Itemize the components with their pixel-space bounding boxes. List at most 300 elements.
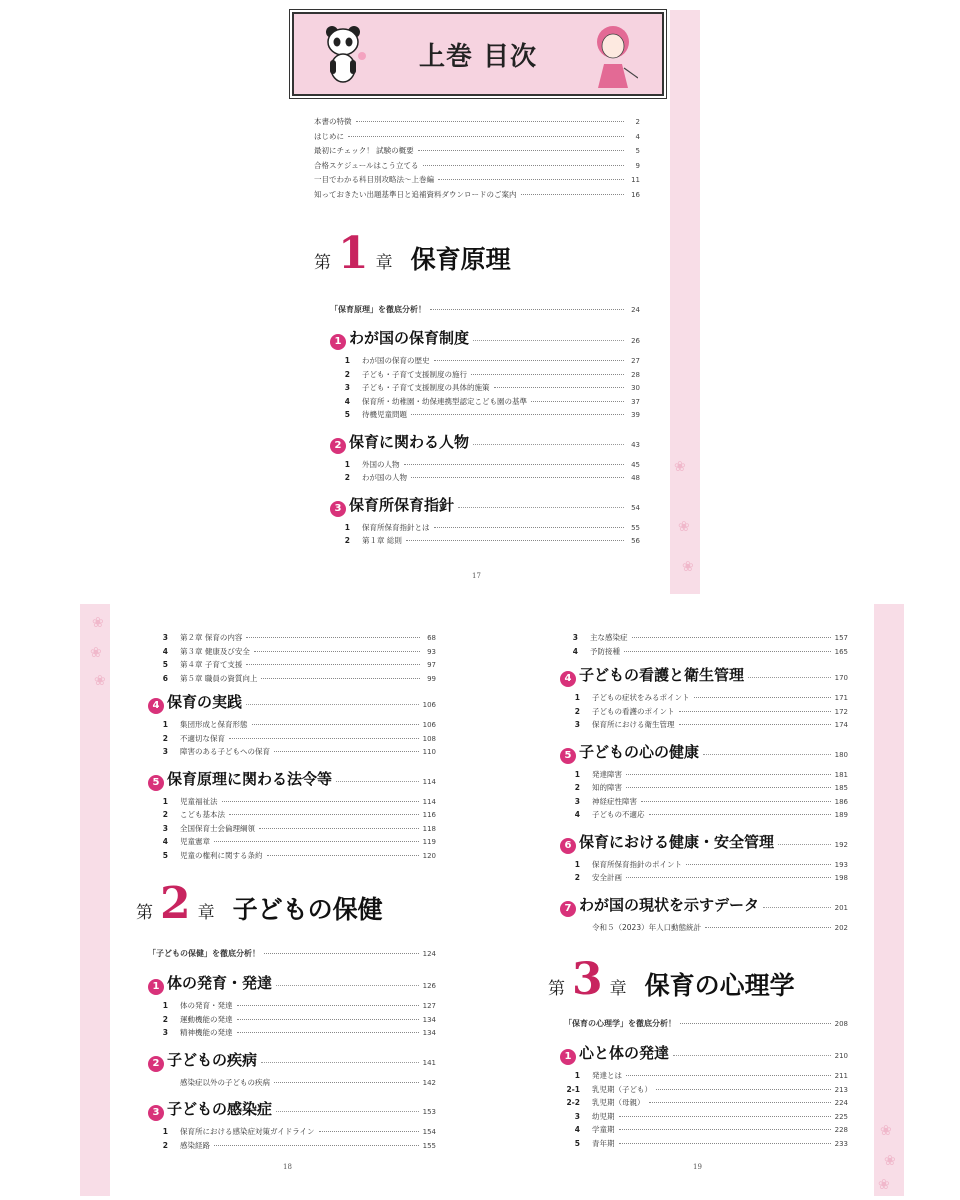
item-label: 発達とは <box>592 1071 622 1080</box>
dot-leader <box>679 724 831 725</box>
page-ref: 16 <box>631 190 640 199</box>
dot-leader <box>778 844 831 845</box>
dot-leader <box>680 1023 831 1024</box>
item-label: 知的障害 <box>592 783 622 792</box>
item-number: 3 <box>162 747 168 756</box>
section-heading <box>560 741 848 763</box>
page-ref: 171 <box>834 694 848 702</box>
dot-leader <box>261 1062 419 1063</box>
dot-leader <box>222 801 419 802</box>
toc-item <box>150 836 436 847</box>
chapter-analysis-link <box>564 1018 848 1029</box>
petal-decoration: ❀ <box>880 1123 892 1139</box>
dot-leader <box>748 677 831 678</box>
page-ref: 142 <box>422 1078 436 1087</box>
toc-item <box>150 796 436 807</box>
chapter-number: 2 <box>160 878 191 929</box>
page-ref: 54 <box>631 503 640 512</box>
toc-item <box>150 1126 436 1137</box>
chapter-heading-ch2 <box>136 878 383 929</box>
page-ref: 181 <box>834 770 848 779</box>
petal-decoration: ❀ <box>92 615 104 631</box>
toc-item <box>562 1124 848 1135</box>
page-ref: 108 <box>422 734 436 743</box>
section-number-badge: 7 <box>560 901 576 917</box>
item-number: 4 <box>572 646 578 656</box>
front-matter-item <box>314 131 640 142</box>
dot-leader <box>686 864 831 865</box>
page-ref: 9 <box>635 161 640 170</box>
item-label: 「子どもの保健」を徹底分析！ <box>148 949 260 958</box>
chapter-number: 1 <box>338 228 369 279</box>
section-number-badge: 3 <box>148 1105 164 1121</box>
toc-item <box>562 1111 848 1122</box>
section-number-badge: 1 <box>560 1049 576 1065</box>
section-heading <box>560 894 848 916</box>
page-ref: 186 <box>834 797 848 806</box>
page-ref: 39 <box>631 411 640 419</box>
toc-item <box>562 769 848 780</box>
page-edge-band <box>670 10 700 594</box>
chapter-analysis-link <box>148 948 436 959</box>
item-label: 精神機能の発達 <box>180 1028 233 1037</box>
item-label: 保育所保育指針のポイント <box>592 859 682 869</box>
front-matter-item <box>314 174 640 185</box>
chapter-prefix: 第 <box>548 979 565 999</box>
page-ref: 155 <box>422 1141 436 1150</box>
chapter-suffix: 章 <box>609 979 627 999</box>
toc-item <box>150 673 436 684</box>
item-label: 令和５（2023）年人口動態統計 <box>592 922 702 932</box>
item-number: 1 <box>574 769 580 779</box>
petal-decoration: ❀ <box>94 673 106 689</box>
chapter-suffix: 章 <box>375 253 393 273</box>
item-label: はじめに <box>314 131 344 141</box>
toc-item <box>332 409 640 420</box>
page-ref: 30 <box>631 384 640 392</box>
page-ref: 116 <box>422 811 436 819</box>
dot-leader <box>254 651 420 652</box>
toc-item <box>150 823 436 834</box>
item-number: 3 <box>574 720 580 729</box>
chapter-number: 3 <box>572 954 603 1005</box>
page-ref: 114 <box>422 797 436 806</box>
toc-item <box>150 809 436 820</box>
item-label: 感染経路 <box>180 1140 210 1150</box>
dot-leader <box>430 309 624 310</box>
page-ref: 192 <box>834 840 848 849</box>
dot-leader <box>229 814 419 815</box>
page-ref: 201 <box>834 903 848 912</box>
page-ref: 233 <box>834 1139 848 1148</box>
section-heading <box>148 972 436 994</box>
dot-leader <box>703 754 831 755</box>
dot-leader <box>434 360 625 361</box>
item-label: 運動機能の発達 <box>180 1014 233 1024</box>
page-ref: 118 <box>422 824 436 833</box>
item-label: 障害のある子どもへの保育 <box>180 747 270 756</box>
chapter-prefix: 第 <box>314 253 331 273</box>
dot-leader <box>319 1131 419 1132</box>
chapter-heading-ch1 <box>314 228 511 279</box>
item-number: 1 <box>574 859 580 869</box>
toc-item <box>562 1097 848 1108</box>
dot-leader <box>274 751 419 752</box>
dot-leader <box>246 704 419 705</box>
section-title: 保育における健康・安全管理 <box>579 832 775 851</box>
item-number: 2-1 <box>566 1084 580 1094</box>
toc-item <box>150 1000 436 1011</box>
dot-leader <box>411 477 624 478</box>
page-ref: 211 <box>834 1072 848 1080</box>
item-label: 子どもの症状をみるポイント <box>592 693 690 702</box>
dot-leader <box>276 985 419 986</box>
toc-item <box>562 796 848 807</box>
toc-item <box>562 922 848 933</box>
item-number: 2 <box>344 536 350 545</box>
petal-decoration: ❀ <box>678 519 690 535</box>
page-ref: 185 <box>834 784 848 792</box>
section-heading <box>148 1098 436 1120</box>
item-label: 乳児期（母親） <box>592 1098 645 1107</box>
dot-leader <box>252 724 419 725</box>
dot-leader <box>434 527 625 528</box>
item-number: 3 <box>574 1111 580 1121</box>
item-label: 乳児期（子ども） <box>592 1084 652 1094</box>
petal-decoration: ❀ <box>682 559 694 575</box>
item-number: 1 <box>574 693 580 702</box>
toc-item <box>332 355 640 366</box>
toc-item <box>150 1077 436 1088</box>
section-title: 保育原理に関わる法令等 <box>167 769 333 788</box>
item-label: 子ども・子育て支援制度の具体的施策 <box>362 383 490 392</box>
toc-item <box>560 646 848 657</box>
item-number: 5 <box>574 1138 580 1148</box>
dot-leader <box>679 711 831 712</box>
page-ref: 174 <box>834 721 848 729</box>
section-title: 体の発育・発達 <box>167 974 273 992</box>
dot-leader <box>624 651 831 652</box>
dot-leader <box>264 953 419 954</box>
item-label: 本書の特徴 <box>314 117 352 126</box>
chapter-title: 子どもの保健 <box>232 895 383 924</box>
item-number: 3 <box>162 1028 168 1037</box>
page-ref: 97 <box>427 661 436 669</box>
item-label: 安全計画 <box>592 873 622 882</box>
toc-item <box>562 782 848 793</box>
dot-leader <box>423 165 624 166</box>
item-label: わが国の人物 <box>362 473 407 482</box>
section-number-badge: 6 <box>560 838 576 854</box>
section-title: わが国の保育制度 <box>349 329 470 347</box>
page-ref: 99 <box>427 674 436 683</box>
page-ref: 106 <box>422 701 436 709</box>
item-label: 第４章 子育て支援 <box>180 660 243 669</box>
dot-leader <box>438 179 624 180</box>
item-number: 2 <box>574 706 580 716</box>
page-number-17: 17 <box>472 572 481 580</box>
item-label: 感染症以外の子どもの疾病 <box>180 1077 270 1087</box>
toc-item <box>150 719 436 730</box>
section-number-badge: 4 <box>148 698 164 714</box>
item-number: 2-2 <box>566 1098 580 1107</box>
page-ref: 202 <box>834 923 848 932</box>
page-edge-band <box>80 604 110 1196</box>
item-number: 4 <box>574 810 580 819</box>
section-heading <box>330 494 640 516</box>
item-number: 1 <box>162 720 168 729</box>
dot-leader <box>626 1075 831 1076</box>
page-edge-band <box>874 604 904 1196</box>
toc-item <box>332 459 640 470</box>
chapter-heading-ch3 <box>548 954 795 1005</box>
item-label: 子どもの不適応 <box>592 810 645 819</box>
item-number: 2 <box>574 873 580 882</box>
page-ref: 119 <box>422 838 436 846</box>
page-ref: 180 <box>834 750 848 759</box>
page-ref: 37 <box>631 397 640 406</box>
item-label: 集団形成と保育形態 <box>180 720 248 729</box>
dot-leader <box>229 738 419 739</box>
page-ref: 154 <box>422 1128 436 1136</box>
petal-decoration: ❀ <box>884 1153 896 1169</box>
dot-leader <box>649 814 831 815</box>
page-ref: 120 <box>422 851 436 860</box>
item-label: 保育所における衛生管理 <box>592 720 675 729</box>
section-heading <box>560 664 848 686</box>
chapter-prefix: 第 <box>136 903 153 923</box>
dot-leader <box>411 414 624 415</box>
section-number-badge: 5 <box>560 748 576 764</box>
dot-leader <box>267 855 419 856</box>
item-label: 幼児期 <box>592 1111 615 1121</box>
petal-decoration: ❀ <box>674 459 686 475</box>
item-label: 児童憲章 <box>180 837 210 846</box>
item-number: 5 <box>162 660 168 669</box>
dot-leader <box>237 1019 419 1020</box>
page-ref: 126 <box>422 982 436 990</box>
item-label: 第１章 総則 <box>362 536 402 545</box>
item-label: 最初にチェック！ 試験の概要 <box>314 146 414 155</box>
page-number-19: 19 <box>693 1163 702 1171</box>
page-ref: 45 <box>631 460 640 469</box>
page-ref: 134 <box>422 1029 436 1037</box>
page-ref: 43 <box>631 440 640 449</box>
item-number: 6 <box>162 673 168 683</box>
dot-leader <box>274 1082 419 1083</box>
dot-leader <box>626 774 831 775</box>
dot-leader <box>632 637 831 638</box>
page-ref: 124 <box>422 950 436 958</box>
section-number-badge: 1 <box>148 979 164 995</box>
page-ref: 134 <box>422 1015 436 1024</box>
page-ref: 4 <box>635 132 640 141</box>
section-number-badge: 1 <box>330 334 346 350</box>
toc-item <box>332 382 640 393</box>
toc-item <box>562 809 848 820</box>
toc-item <box>150 632 436 643</box>
toc-item <box>562 1084 848 1095</box>
front-matter-item <box>314 189 640 200</box>
dot-leader <box>521 194 625 195</box>
chapter-title: 保育原理 <box>410 245 511 274</box>
item-number: 1 <box>344 522 350 532</box>
item-number: 2 <box>344 473 350 482</box>
section-number-badge: 5 <box>148 775 164 791</box>
item-number: 3 <box>162 823 168 833</box>
page-ref: 170 <box>834 674 848 682</box>
dot-leader <box>619 1116 831 1117</box>
toc-item <box>150 1140 436 1151</box>
page-ref: 56 <box>631 537 640 545</box>
page-ref: 213 <box>834 1085 848 1094</box>
front-matter-item <box>314 116 640 127</box>
section-heading <box>560 831 848 853</box>
page-ref: 55 <box>631 523 640 532</box>
item-number: 1 <box>344 459 350 469</box>
section-heading <box>148 1049 436 1071</box>
dot-leader <box>261 678 420 679</box>
item-number: 2 <box>162 1014 168 1024</box>
dot-leader <box>473 340 624 341</box>
item-label: 外国の人物 <box>362 459 400 469</box>
section-title: 子どもの心の健康 <box>579 742 700 761</box>
item-number: 1 <box>344 356 350 365</box>
page-ref: 26 <box>631 337 640 345</box>
page-ref: 2 <box>635 118 640 126</box>
page-number-18: 18 <box>283 1163 292 1171</box>
toc-item <box>150 746 436 757</box>
page-ref: 153 <box>422 1108 436 1116</box>
section-title: 保育所保育指針 <box>349 495 455 514</box>
item-number: 1 <box>162 1001 168 1010</box>
section-heading <box>330 327 640 349</box>
page-ref: 208 <box>834 1020 848 1028</box>
item-number: 3 <box>574 796 580 806</box>
toc-title: 上巻 目次 <box>418 42 538 72</box>
dot-leader <box>406 540 624 541</box>
section-number-badge: 3 <box>330 501 346 517</box>
dot-leader <box>237 1032 419 1033</box>
toc-item <box>150 659 436 670</box>
item-number: 5 <box>162 850 168 860</box>
toc-item <box>560 632 848 643</box>
section-heading <box>148 768 436 790</box>
dot-leader <box>246 637 420 638</box>
dot-leader <box>531 401 624 402</box>
dot-leader <box>237 1005 419 1006</box>
toc-item <box>150 1014 436 1025</box>
dot-leader <box>494 387 625 388</box>
section-title: 子どもの看護と衛生管理 <box>579 666 745 684</box>
page-ref: 225 <box>834 1112 848 1121</box>
item-label: 発達障害 <box>592 769 622 779</box>
front-matter-item <box>314 160 640 171</box>
toc-item <box>332 535 640 546</box>
page-ref: 172 <box>834 707 848 716</box>
item-label: 第５章 職員の資質向上 <box>180 673 258 683</box>
toc-item <box>562 692 848 703</box>
dot-leader <box>705 927 831 928</box>
toc-item <box>332 369 640 380</box>
item-label: 「保育原理」を徹底分析！ <box>330 305 426 314</box>
item-label: 不適切な保育 <box>180 733 225 743</box>
page-ref: 224 <box>834 1099 848 1107</box>
item-label: 保育所における感染症対策ガイドライン <box>180 1127 315 1136</box>
page-ref: 28 <box>631 370 640 379</box>
item-label: 合格スケジュールはこう立てる <box>314 160 419 170</box>
item-number: 2 <box>574 783 580 792</box>
page-ref: 27 <box>631 357 640 365</box>
page-ref: 165 <box>834 647 848 656</box>
item-number: 1 <box>162 1127 168 1136</box>
item-number: 2 <box>344 369 350 379</box>
dot-leader <box>473 444 624 445</box>
item-label: 保育所保育指針とは <box>362 522 430 532</box>
dot-leader <box>471 374 624 375</box>
item-number: 1 <box>574 1071 580 1080</box>
dot-leader <box>259 828 419 829</box>
page-ref: 114 <box>422 777 436 786</box>
toc-item <box>332 472 640 483</box>
page-ref: 228 <box>834 1126 848 1134</box>
section-number-badge: 2 <box>330 438 346 454</box>
dot-leader <box>336 781 419 782</box>
page-ref: 68 <box>427 634 436 642</box>
item-number: 2 <box>162 1140 168 1150</box>
section-title: わが国の現状を示すデータ <box>579 895 760 914</box>
item-number: 3 <box>572 633 578 642</box>
item-label: 知っておきたい出題基準日と追補資料ダウンロードのご案内 <box>314 189 517 199</box>
dot-leader <box>656 1089 831 1090</box>
item-number: 2 <box>162 810 168 819</box>
item-label: 全国保育士会倫理綱領 <box>180 823 255 833</box>
item-label: 青年期 <box>592 1138 615 1148</box>
toc-item <box>150 1027 436 1038</box>
section-heading <box>560 1042 848 1064</box>
item-label: 一目でわかる科目別攻略法～上巻編 <box>314 175 434 184</box>
toc-item <box>150 733 436 744</box>
item-label: 待機児童問題 <box>362 410 407 419</box>
page-ref: 210 <box>834 1052 848 1060</box>
dot-leader <box>763 907 831 908</box>
teacher-illustration <box>588 22 638 88</box>
item-number: 5 <box>344 410 350 419</box>
dot-leader <box>694 697 831 698</box>
item-number: 3 <box>344 383 350 392</box>
dot-leader <box>458 507 624 508</box>
item-label: 児童福祉法 <box>180 796 218 806</box>
section-title: 子どもの疾病 <box>167 1050 258 1069</box>
page-ref: 106 <box>422 721 436 729</box>
dot-leader <box>626 787 831 788</box>
page-ref: 198 <box>834 874 848 882</box>
page-ref: 5 <box>635 147 640 155</box>
item-number: 4 <box>162 837 168 846</box>
item-label: 第３章 健康及び安全 <box>180 646 250 656</box>
item-label: 学童期 <box>592 1125 615 1134</box>
page-ref: 141 <box>422 1058 436 1067</box>
toc-item <box>150 646 436 657</box>
section-title: 保育に関わる人物 <box>349 432 470 451</box>
dot-leader <box>673 1055 831 1056</box>
dot-leader <box>214 1145 419 1146</box>
page-ref: 93 <box>427 647 436 656</box>
section-heading <box>148 691 436 713</box>
item-label: 児童の権利に関する条約 <box>180 850 263 860</box>
title-box <box>292 12 664 96</box>
dot-leader <box>276 1111 419 1112</box>
